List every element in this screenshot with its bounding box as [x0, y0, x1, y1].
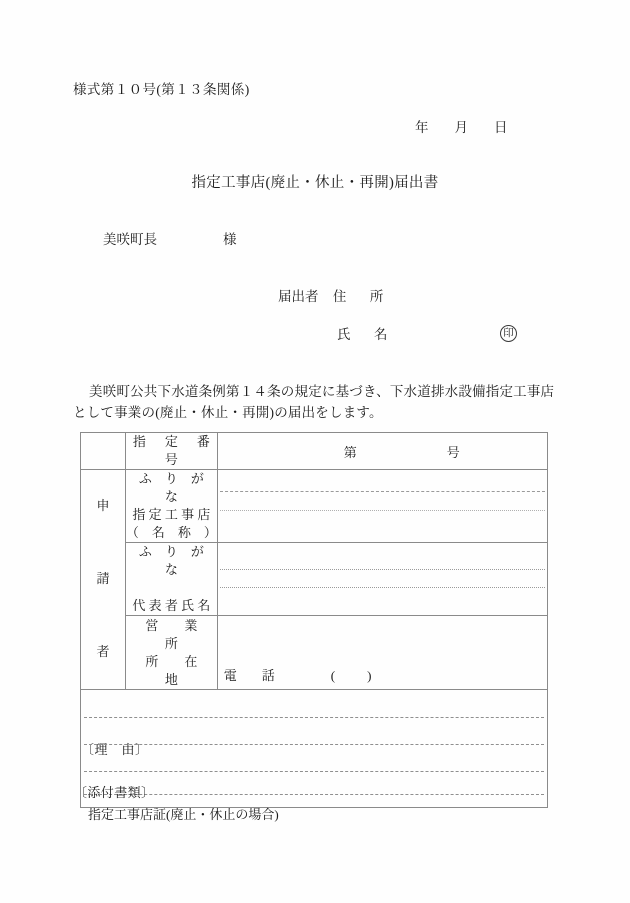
submitter-label: 届出者 — [278, 289, 319, 304]
entry-office-address[interactable] — [217, 616, 547, 690]
label-shop-name — [125, 470, 217, 543]
table-row-designation-number — [81, 433, 548, 470]
submitter-address-row — [278, 285, 393, 323]
entry-shop-name[interactable] — [217, 470, 547, 543]
submitter-block — [278, 285, 514, 361]
table-row-representative — [81, 543, 548, 616]
date-day-label: 日 — [494, 120, 508, 135]
body-paragraph — [73, 381, 555, 423]
reason-rule-line — [84, 717, 544, 718]
date-month-label: 月 — [454, 120, 468, 135]
telephone-field[interactable] — [224, 665, 372, 684]
date-year-label: 年 — [415, 120, 429, 135]
label-office: 営 業 所 — [145, 617, 224, 651]
table-row-office-address — [81, 616, 548, 690]
side-char-1: 申 — [96, 498, 110, 514]
attachments-title: 〔添付書類〕 — [74, 785, 155, 800]
submitter-name-row — [278, 323, 514, 361]
page-title: 指定工事店(廃止・休止・再開)届出書 — [191, 175, 439, 191]
fill-line — [220, 587, 545, 588]
addressee-name: 美咲町長 — [103, 232, 157, 247]
label-shop-namehint: （ 名 称 ） — [125, 525, 217, 540]
attachments-item-1: 指定工事店証(廃止・休止の場合) — [88, 807, 279, 822]
fill-line — [220, 510, 545, 511]
label-location: 所 在 地 — [145, 653, 224, 687]
side-cell-applicant — [81, 470, 126, 690]
fill-line — [220, 569, 545, 570]
number-suffix: 号 — [446, 444, 460, 460]
label-representative — [125, 543, 217, 616]
side-cell-empty — [81, 433, 126, 470]
submitter-address-label: 住 所 — [332, 289, 389, 304]
side-char-3: 者 — [96, 644, 110, 660]
telephone-label: 電 話 — [223, 668, 281, 683]
entry-designation-number[interactable] — [217, 433, 547, 470]
number-prefix: 第 — [343, 444, 357, 460]
reason-rule-line — [84, 771, 544, 772]
applicant-table — [80, 432, 548, 808]
addressee — [103, 228, 237, 248]
seal-circle-icon: 印 — [500, 325, 517, 342]
addressee-honorific: 様 — [223, 232, 237, 247]
label-designation-number: 指 定 番 号 — [125, 433, 217, 470]
telephone-open-paren: ( — [330, 668, 368, 683]
submitter-name-label: 氏 名 — [337, 327, 393, 342]
reason-rule-line — [84, 744, 544, 745]
attachments-block — [74, 783, 279, 824]
date-line — [415, 116, 508, 136]
telephone-close-paren: ) — [367, 668, 372, 683]
label-office-address — [125, 616, 224, 690]
body-paragraph-text: 美咲町公共下水道条例第１４条の規定に基づき、下水道排水設備指定工事店として事業の(廃止・休止・再開)の届出をします。 — [73, 384, 555, 420]
label-rep-name: 代 表 者 氏 名 — [132, 598, 211, 613]
label-rep-furigana: ふ り が な — [138, 544, 217, 577]
label-shop-furigana: ふ り が な — [138, 471, 217, 504]
table-row-shop-name — [81, 470, 548, 543]
label-reason: 〔理 由〕 — [81, 742, 149, 757]
entry-representative[interactable] — [217, 543, 547, 616]
side-char-2: 請 — [96, 571, 110, 587]
fill-line — [220, 491, 545, 492]
label-shop-designated: 指 定 工 事 店 — [132, 507, 211, 522]
form-code: 様式第１０号(第１３条関係) — [73, 82, 250, 97]
